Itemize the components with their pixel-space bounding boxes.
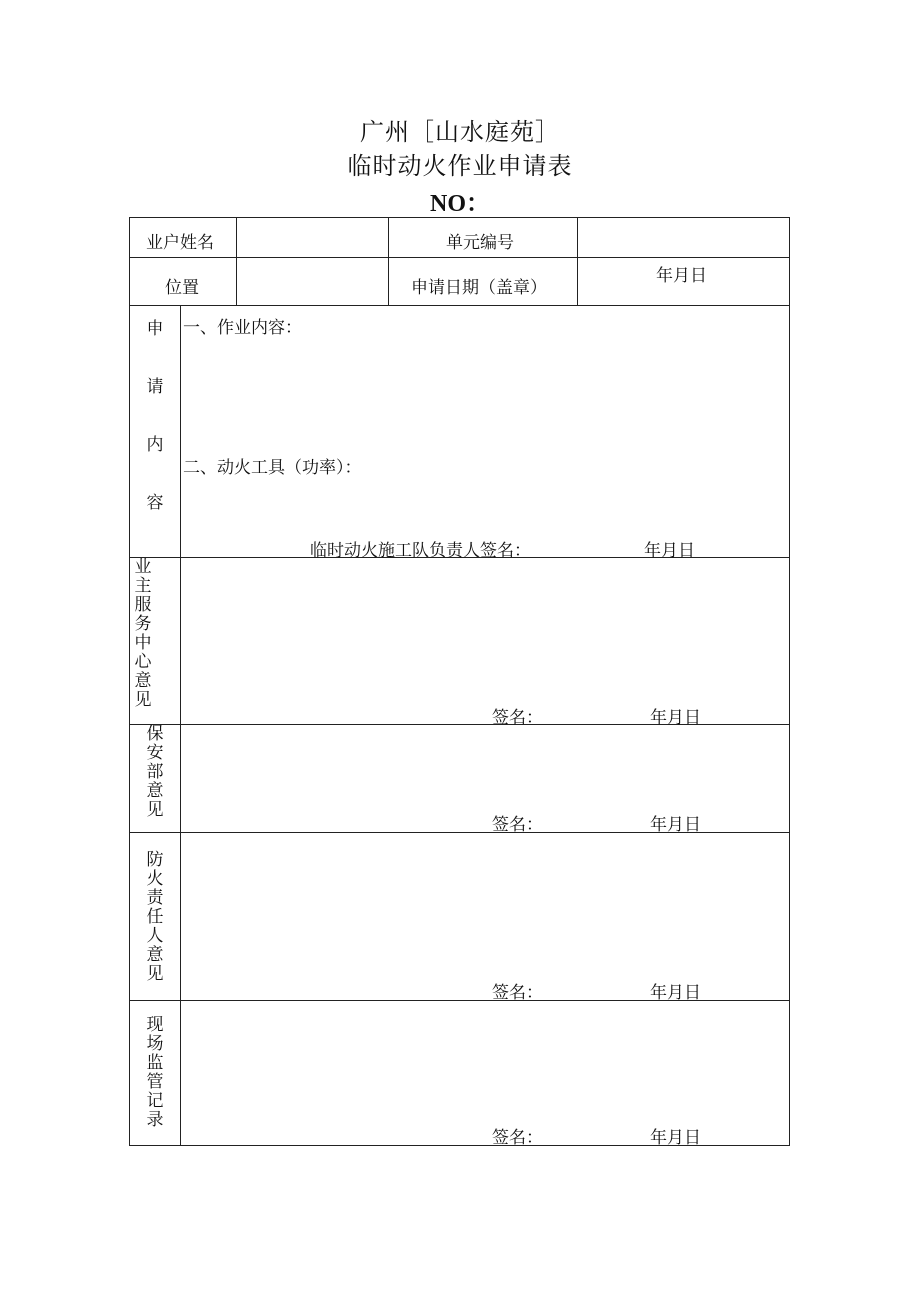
application-side-label (145, 320, 165, 552)
side-char: 请 (146, 377, 164, 397)
side-char: 意 (146, 945, 164, 965)
work-content-item: 一、作业内容： (183, 318, 302, 338)
apply-date-label: 申请日期（盖章） (411, 278, 547, 298)
side-char: 保 (146, 724, 164, 744)
side-char: 现 (146, 1015, 164, 1035)
side-char: 管 (146, 1072, 164, 1092)
table-divider (388, 217, 389, 305)
table-divider (129, 305, 790, 306)
side-char: 录 (146, 1110, 164, 1130)
owner-service-signature: 签名： (492, 708, 543, 728)
side-char: 安 (146, 743, 164, 763)
side-char: 中 (134, 633, 152, 653)
site-record-side-label (145, 1016, 165, 1130)
form-number-label: NO： (430, 191, 490, 217)
team-leader-date: 年月日 (644, 541, 695, 561)
owner-service-side-label (133, 558, 153, 710)
security-side-label (145, 725, 165, 820)
side-char: 场 (146, 1034, 164, 1054)
side-char: 任 (146, 907, 164, 927)
fire-tool-item: 二、动火工具（功率）： (183, 458, 362, 478)
title-line-1: 广州［山水庭苑］ (360, 118, 560, 146)
side-char: 内 (146, 435, 164, 455)
side-char: 监 (146, 1053, 164, 1073)
owner-service-date: 年月日 (650, 708, 701, 728)
side-char: 主 (134, 576, 152, 596)
table-border-left (129, 217, 130, 1146)
side-char: 业 (134, 557, 152, 577)
table-divider (129, 257, 790, 258)
side-char: 服 (134, 595, 152, 615)
table-divider (577, 217, 578, 305)
security-signature: 签名： (492, 815, 543, 835)
side-char: 记 (146, 1091, 164, 1111)
side-char: 见 (146, 800, 164, 820)
side-char: 防 (146, 850, 164, 870)
side-char: 火 (146, 869, 164, 889)
table-border-top (129, 217, 790, 218)
security-date: 年月日 (650, 815, 701, 835)
side-char: 意 (146, 781, 164, 801)
side-char: 见 (134, 690, 152, 710)
team-leader-signature: 临时动火施工队负责人签名： (310, 541, 531, 561)
site-record-signature: 签名： (492, 1128, 543, 1148)
fire-officer-signature: 签名： (492, 983, 543, 1003)
site-record-date: 年月日 (650, 1128, 701, 1148)
side-char: 部 (146, 762, 164, 782)
title-line-2: 临时动火作业申请表 (347, 152, 573, 180)
location-label: 位置 (165, 278, 199, 298)
side-char: 心 (134, 652, 152, 672)
side-char: 见 (146, 964, 164, 984)
table-border-right (789, 217, 790, 1146)
table-divider (236, 217, 237, 305)
apply-date-value: 年月日 (656, 266, 707, 286)
table-divider (180, 305, 181, 1146)
owner-name-label: 业户姓名 (146, 233, 214, 253)
side-char: 责 (146, 888, 164, 908)
side-char: 容 (146, 493, 164, 513)
side-char: 人 (146, 926, 164, 946)
fire-officer-side-label (145, 851, 165, 984)
side-char: 务 (134, 614, 152, 634)
fire-officer-date: 年月日 (650, 983, 701, 1003)
unit-no-label: 单元编号 (446, 233, 514, 253)
side-char: 申 (146, 319, 164, 339)
side-char: 意 (134, 671, 152, 691)
